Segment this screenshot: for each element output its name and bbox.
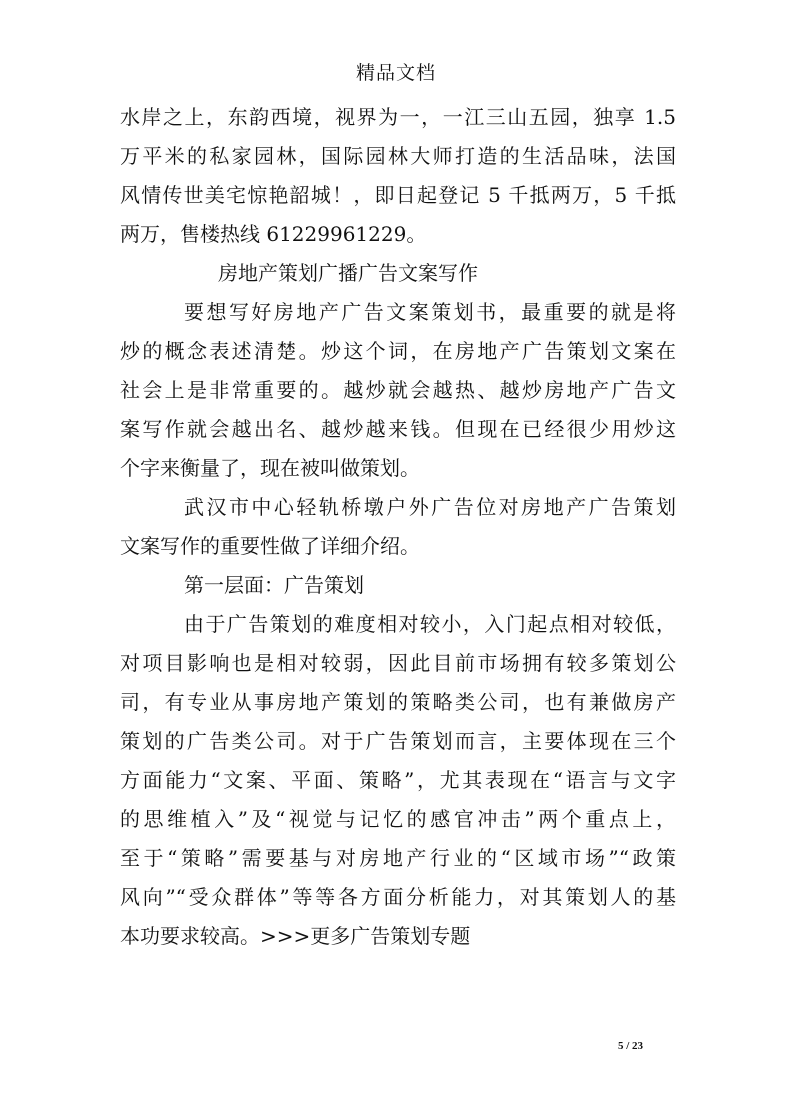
body-line: 至于“策略”需要基与对房地产行业的“区域市场”“政策 (120, 846, 676, 870)
body-line: 案写作就会越出名、越炒越来钱。但现在已经很少用炒这 (120, 417, 676, 441)
body-line: 炒的概念表述清楚。炒这个词，在房地产广告策划文案在 (120, 339, 676, 363)
page-header-title: 精品文档 (355, 62, 436, 84)
page-number: 5 / 23 (618, 1040, 644, 1052)
body-line: 司，有专业从事房地产策划的策略类公司，也有兼做房产 (120, 690, 676, 714)
body-line: 风向”“受众群体”等等各方面分析能力，对其策划人的基 (120, 885, 676, 909)
body-line: 文案写作的重要性做了详细介绍。 (120, 534, 420, 558)
body-line: 要想写好房地产广告文案策划书，最重要的就是将 (184, 300, 676, 324)
body-line: 本功要求较高。>>>更多广告策划专题 (120, 924, 471, 948)
subsection-heading: 第一层面：广告策划 (184, 573, 364, 597)
body-line: 水岸之上，东韵西境，视界为一，一江三山五园，独享 1.5 (120, 105, 676, 129)
body-line: 策划的广告类公司。对于广告策划而言，主要体现在三个 (120, 729, 676, 753)
body-line: 万平米的私家园林，国际园林大师打造的生活品味，法国 (120, 144, 676, 168)
body-line: 个字来衡量了，现在被叫做策划。 (120, 456, 420, 480)
section-heading: 房地产策划广播广告文案写作 (218, 261, 478, 285)
body-line: 由于广告策划的难度相对较小，入门起点相对较低， (184, 612, 676, 636)
body-line: 的思维植入”及“视觉与记忆的感官冲击”两个重点上， (120, 807, 676, 831)
body-line: 社会上是非常重要的。越炒就会越热、越炒房地产广告文 (120, 378, 676, 402)
document-body (120, 98, 676, 956)
body-line: 两万，售楼热线 61229961229。 (120, 222, 427, 246)
body-line: 对项目影响也是相对较弱，因此目前市场拥有较多策划公 (120, 651, 676, 675)
body-line: 方面能力“文案、平面、策略”，尤其表现在“语言与文字 (120, 768, 676, 792)
body-line: 武汉市中心轻轨桥墩户外广告位对房地产广告策划 (184, 495, 676, 519)
body-line: 风情传世美宅惊艳韶城！，即日起登记 5 千抵两万，5 千抵 (120, 183, 676, 207)
